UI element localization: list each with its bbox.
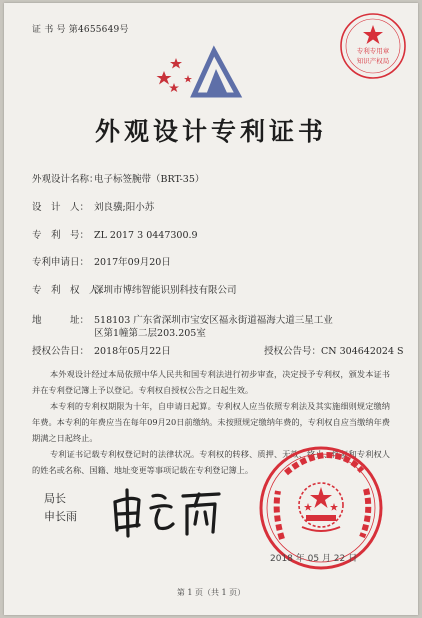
patent-number-row — [32, 229, 198, 242]
designer-value: 刘良骥;阳小苏 — [94, 202, 155, 213]
address-line-2: 区第1幢第二层203.205室 — [94, 328, 206, 339]
page-footer: 第 1 页（共 1 页） — [176, 588, 246, 597]
paragraph-record: 专利证书记载专利权登记时的法律状况。专利权的转移、质押、无效、终止、恢复和专利权人的姓名或名称、国籍、地址变更等事项记载在专利登记簿上。 — [32, 449, 390, 476]
design-name-row — [32, 173, 204, 186]
chief-name: 申长雨 — [44, 510, 77, 523]
address-label: 地 址： — [32, 315, 90, 326]
grant-number-label: 授权公告号： — [264, 346, 322, 357]
design-name-value: 电子标签腕带（BRT-35） — [94, 174, 205, 185]
address-row — [32, 314, 333, 327]
chief-title: 局长 — [44, 492, 66, 505]
filing-date-row — [32, 256, 171, 269]
address-line-1: 518103 广东省深圳市宝安区福永街道福海大道三星工业 — [94, 315, 333, 326]
filing-date-value: 2017年09月20日 — [94, 257, 171, 268]
filing-date-label: 专利申请日： — [32, 257, 90, 268]
certificate-page — [4, 3, 418, 615]
design-name-label: 外观设计名称： — [32, 174, 99, 185]
designer-row — [32, 201, 154, 214]
signature-mark — [109, 486, 224, 538]
certificate-number: 证 书 号 第4655649号 — [32, 25, 129, 35]
paragraph-term: 本专利的专利权期限为十年，自申请日起算。专利权人应当依照专利法及其实施细则规定缴纳年费。本专利的年费应当在每年09月20日前缴纳。未按照规定缴纳年费的，专利权自应当缴纳年费期满之日起终止。 — [32, 401, 390, 444]
grant-number-row — [264, 345, 404, 358]
patent-number-value: ZL 2017 3 0447300.9 — [94, 230, 198, 241]
top-seal-icon — [338, 11, 408, 81]
patentee-row — [32, 284, 237, 297]
sipo-emblem-icon — [154, 45, 246, 103]
grant-date-value: 2018年05月22日 — [94, 346, 171, 357]
top-seal-text-1: 专利专用章 — [356, 47, 390, 55]
grant-number-value: CN 304642024 S — [321, 346, 404, 357]
grant-date-row — [32, 345, 171, 358]
paragraph-grant: 本外观设计经过本局依照中华人民共和国专利法进行初步审查，决定授予专利权，颁发本证书并在专利登记簿上予以登记。专利权自授权公告之日起生效。 — [32, 369, 390, 396]
patentee-label: 专 利 权 人： — [32, 285, 109, 296]
patentee-value: 深圳市博纬智能识别科技有限公司 — [94, 285, 237, 296]
top-seal-text-2: 知识产权局 — [356, 57, 390, 65]
seal-date: 2018 年 05 月 22 日 — [270, 554, 358, 564]
grant-date-label: 授权公告日： — [32, 346, 90, 357]
designer-label: 设 计 人： — [32, 202, 90, 213]
certificate-title: 外观设计专利证书 — [94, 117, 327, 146]
patent-number-label: 专 利 号： — [32, 230, 90, 241]
